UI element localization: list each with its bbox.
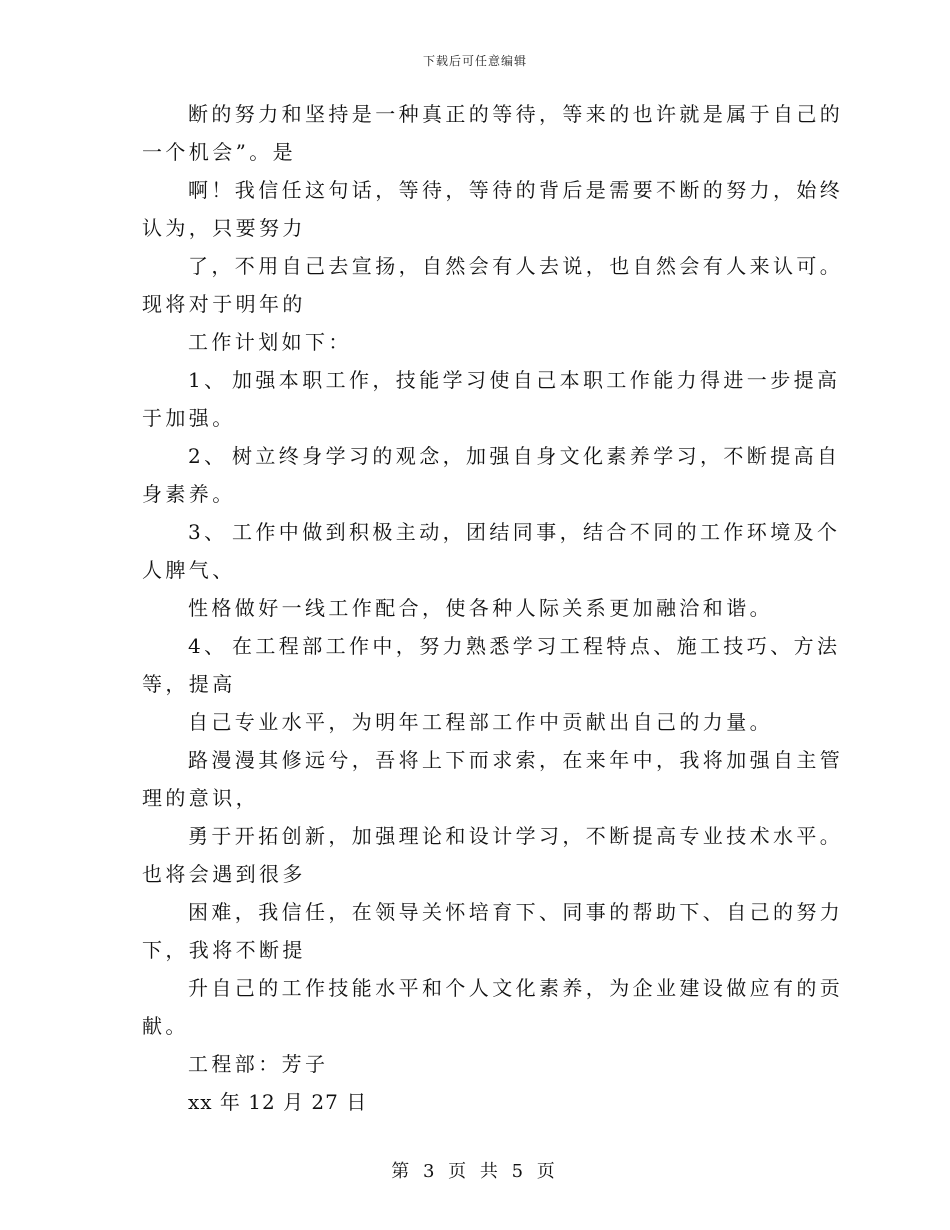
- item-number: 4、: [188, 634, 228, 658]
- plan-item-2: [142, 444, 841, 468]
- paragraph-line: 性格做好一线工作配合，使各种人际关系更加融洽和谐。: [188, 596, 773, 620]
- paragraph-line: 了，不用自己去宣扬，自然会有人去说，也自然会有人来认可。: [188, 254, 844, 278]
- paragraph-line: 身素养。: [142, 482, 236, 506]
- document-body: [142, 102, 844, 1130]
- signature-date: xx 年 12 月 27 日: [188, 1090, 368, 1114]
- plan-item-1: [142, 368, 841, 392]
- page-header: 下载后可任意编辑: [422, 54, 527, 68]
- item-text: 工作中做到积极主动，团结同事，结合不同的工作环境及个: [232, 520, 841, 544]
- paragraph-line: 现将对于明年的: [142, 292, 306, 316]
- item-text: 加强本职工作，技能学习使自己本职工作能力得进一步提高: [232, 368, 841, 392]
- paragraph-line: 理的意识，: [142, 786, 259, 810]
- paragraph-line: 等，提高: [142, 672, 236, 696]
- paragraph-line: 自己专业水平，为明年工程部工作中贡献出自己的力量。: [188, 710, 773, 734]
- paragraph-line: 啊！我信任这句话，等待，等待的背后是需要不断的努力，始终: [188, 178, 844, 202]
- paragraph-line: 人脾气、: [142, 558, 236, 582]
- paragraph-line: 一个机会”。是: [142, 140, 297, 164]
- paragraph-line: 困难，我信任，在领导关怀培育下、同事的帮助下、自己的努力: [188, 900, 844, 924]
- page-number: 第 3 页 共 5 页: [391, 1161, 559, 1182]
- plan-item-3: [142, 520, 841, 544]
- paragraph-line: 下，我将不断提: [142, 938, 306, 962]
- plan-heading: 工作计划如下：: [188, 330, 352, 354]
- item-number: 3、: [188, 520, 228, 544]
- item-text: 在工程部工作中，努力熟悉学习工程特点、施工技巧、方法: [232, 634, 841, 658]
- item-text: 树立终身学习的观念，加强自身文化素养学习，不断提高自: [232, 444, 841, 468]
- signature-name: 工程部：芳子: [188, 1052, 329, 1076]
- paragraph-line: 也将会遇到很多: [142, 862, 306, 886]
- paragraph-line: 献。: [142, 1014, 189, 1038]
- item-number: 2、: [188, 444, 228, 468]
- item-number: 1、: [188, 368, 228, 392]
- plan-item-4: [142, 634, 841, 658]
- paragraph-line: 于加强。: [142, 406, 236, 430]
- paragraph-line: 勇于开拓创新，加强理论和设计学习，不断提高专业技术水平。: [188, 824, 844, 848]
- paragraph-line: 路漫漫其修远兮，吾将上下而求索，在来年中，我将加强自主管: [188, 748, 844, 772]
- paragraph-line: 断的努力和坚持是一种真正的等待，等来的也许就是属于自己的: [188, 102, 844, 126]
- paragraph-line: 认为，只要努力: [142, 216, 306, 240]
- paragraph-line: 升自己的工作技能水平和个人文化素养，为企业建设做应有的贡: [188, 976, 844, 1000]
